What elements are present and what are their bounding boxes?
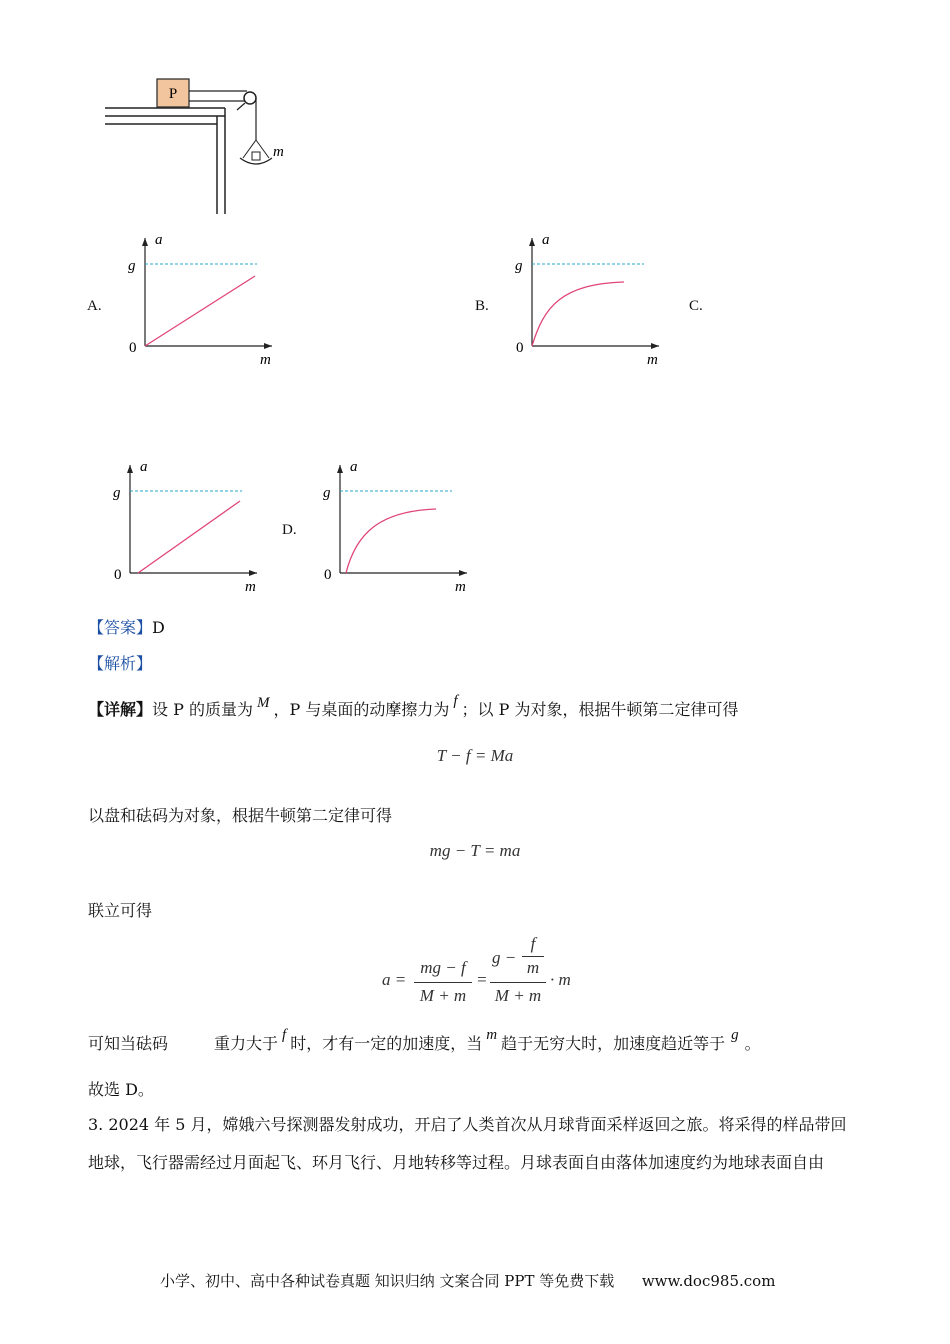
paragraph-5: 故选 D。 (88, 1080, 154, 1099)
var-M: M (256, 695, 270, 711)
eq3-tail: · m (550, 970, 571, 989)
answer-label: 【答案】 (88, 618, 153, 637)
y-axis-label: a (140, 459, 148, 475)
eq3-lhs: a = (382, 970, 407, 989)
a-m-curve (145, 276, 255, 346)
block-label: P (168, 86, 178, 102)
a-m-curve (138, 501, 240, 573)
y-arrow (529, 238, 535, 246)
apparatus-diagram (95, 70, 295, 218)
equation-1: T − f = Ma (436, 746, 514, 765)
x-axis-label: m (245, 579, 256, 595)
x-arrow (264, 343, 272, 349)
origin-label: 0 (129, 340, 137, 356)
origin-label: 0 (324, 567, 332, 583)
option-a-label: A. (87, 298, 102, 314)
x-axis-label: m (455, 579, 466, 595)
option-d-label: D. (282, 522, 297, 538)
x-axis-label: m (647, 352, 658, 368)
detail-label: 【详解】 (88, 700, 153, 719)
y-axis-label: a (542, 232, 550, 248)
eq3-num2-m: m (526, 958, 540, 977)
eq3-den1: M + m (419, 986, 467, 1005)
paragraph-3: 联立可得 (88, 901, 153, 920)
footer-text (160, 1270, 775, 1291)
mass-label: m (273, 144, 284, 160)
analysis-label: 【解析】 (88, 654, 153, 673)
y-arrow (142, 238, 148, 246)
footer-left: 小学、初中、高中各种试卷真题 知识归纳 文案合同 PPT 等免费下载 (160, 1272, 615, 1290)
eq3-num2-g: g − (492, 948, 517, 967)
a-m-curve (532, 282, 624, 346)
eq3-num2-f: f (530, 934, 536, 953)
graph-c (105, 455, 275, 595)
detail-line (88, 693, 739, 721)
graph-b (507, 228, 677, 368)
equation-3 (380, 932, 580, 1008)
g-label: g (323, 485, 331, 501)
equation-2: mg − T = ma (429, 841, 521, 860)
p4-var-m: m (486, 1027, 498, 1043)
origin-label: 0 (516, 340, 524, 356)
eq3-equals: = (476, 970, 488, 989)
answer-value: D (152, 618, 165, 637)
y-axis-label: a (155, 232, 163, 248)
g-label: g (128, 258, 136, 274)
g-label: g (515, 258, 523, 274)
option-b-label: B. (475, 298, 489, 314)
question-3-line-2: 地球，飞行器需经过月面起飞、环月飞行、月地转移等过程。月球表面自由落体加速度约为地球表面自由 (88, 1153, 825, 1172)
eq3-den2: M + m (494, 986, 542, 1005)
g-label: g (113, 485, 121, 501)
origin-label: 0 (114, 567, 122, 583)
detail-text-2: ，P 与桌面的动摩擦力为 (273, 700, 450, 719)
x-arrow (651, 343, 659, 349)
answer-line (88, 618, 165, 638)
eq3-num1: mg − f (420, 958, 466, 977)
y-arrow (337, 465, 343, 473)
p4-text-a: 可知当砝码 (88, 1034, 169, 1053)
x-axis-label: m (260, 352, 271, 368)
p4-text-d: 趋于无穷大时，加速度趋近等于 (501, 1034, 726, 1053)
graph-d (315, 455, 485, 595)
y-arrow (127, 465, 133, 473)
p4-text-e: 。 (744, 1034, 761, 1053)
footer-link[interactable]: www.doc985.com (641, 1272, 776, 1290)
paragraph-2: 以盘和砝码为对象，根据牛顿第二定律可得 (88, 806, 393, 825)
x-arrow (249, 570, 257, 576)
a-m-curve (346, 509, 436, 573)
question-3-line-1: 3. 2024 年 5 月，嫦娥六号探测器发射成功，开启了人类首次从月球背面采样返回之旅。将采得的样品带回 (88, 1115, 847, 1134)
paragraph-4 (88, 1027, 761, 1055)
detail-text-3: ；以 P 为对象，根据牛顿第二定律可得 (461, 700, 739, 719)
p4-text-b: 重力大于 (214, 1034, 279, 1053)
p4-var-f: f (282, 1027, 287, 1043)
pulley (244, 92, 256, 104)
option-c-label: C. (689, 298, 703, 314)
detail-text-1: 设 P 的质量为 (152, 700, 253, 719)
var-f: f (453, 693, 458, 709)
graph-a (120, 228, 290, 368)
p4-text-c: 时，才有一定的加速度，当 (290, 1034, 483, 1053)
p4-var-g: g (731, 1027, 739, 1043)
y-axis-label: a (350, 459, 358, 475)
x-arrow (459, 570, 467, 576)
